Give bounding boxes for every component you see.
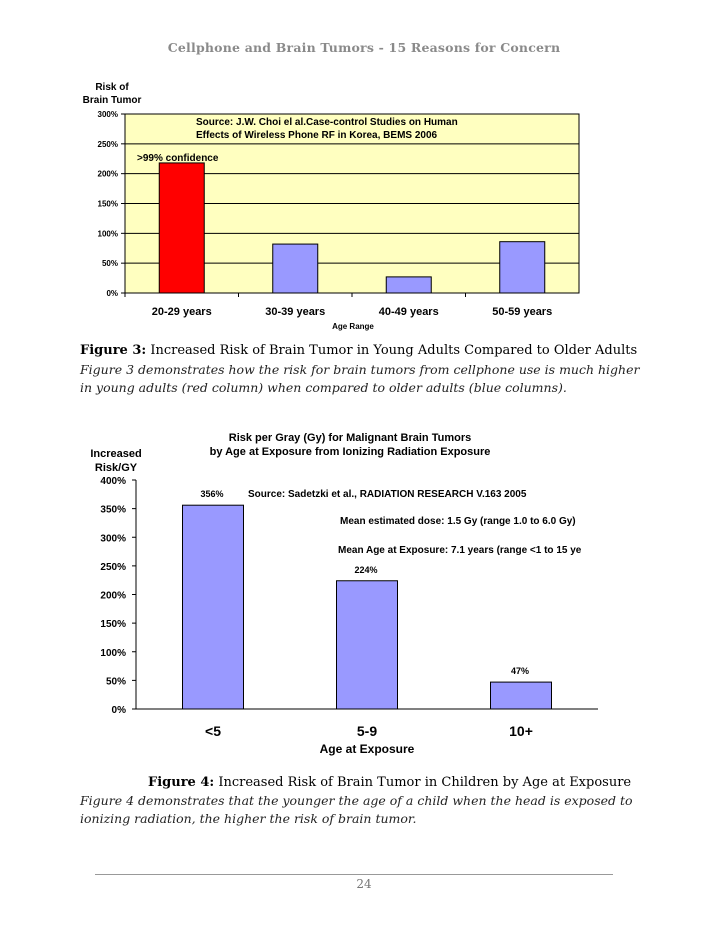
footer-rule [95, 874, 613, 875]
bar [159, 163, 204, 293]
source-annotation-line-2: Effects of Wireless Phone RF in Korea, BEMS 2006 [196, 130, 438, 141]
x-tick-label: <5 [205, 723, 221, 739]
y-tick-label: 250% [100, 561, 126, 573]
figure-3-caption-text: Increased Risk of Brain Tumor in Young Adults Compared to Older Adults [146, 343, 638, 358]
figure-3-caption-label: Figure 3: [80, 343, 147, 358]
y-tick-label: 50% [105, 676, 126, 688]
bar [337, 581, 398, 709]
y-axis-label-line-2: Brain Tumor [82, 95, 142, 106]
y-tick-label: 100% [100, 647, 126, 659]
dose-annotation: Mean estimated dose: 1.5 Gy (range 1.0 to 6.0 Gy) [340, 516, 576, 527]
x-axis-label: Age at Exposure [319, 742, 415, 756]
bar [491, 682, 552, 709]
figure-4-description: Figure 4 demonstrates that the younger the age of a child when the head is exposed to ionizing radiation, the higher the risk of brain tumor. [80, 793, 633, 826]
y-tick-label: 100% [97, 229, 118, 239]
y-axis-label-line-1: Risk of [95, 82, 129, 93]
y-tick-label: 350% [100, 504, 126, 516]
page-header: Cellphone and Brain Tumors - 15 Reasons for Concern [167, 40, 561, 55]
y-tick-label: 150% [100, 619, 126, 631]
y-axis-label-line-1: Increased [90, 448, 142, 460]
x-tick-label: 20-29 years [151, 306, 212, 318]
y-tick-label: 0% [106, 289, 118, 298]
y-tick-label: 200% [97, 169, 118, 179]
x-tick-labels [125, 293, 552, 318]
x-tick-label: 40-49 years [378, 306, 439, 318]
y-tick-label: 50% [101, 259, 118, 269]
x-tick-label: 10+ [509, 723, 533, 739]
y-tick-label: 400% [100, 476, 126, 487]
data-label: 224% [354, 564, 378, 575]
x-tick-label: 5-9 [356, 723, 378, 739]
y-tick-label: 250% [97, 139, 118, 149]
x-tick-label: 30-39 years [265, 306, 326, 318]
figure-3-description: Figure 3 demonstrates how the risk for brain tumors from cellphone use is much higher in young adults (red column) when compared to older adults (blue columns). [80, 362, 640, 395]
age-annotation: Mean Age at Exposure: 7.1 years (range <1 to 15 ye [338, 545, 582, 556]
source-annotation: Source: Sadetzki et al., RADIATION RESEARCH V.163 2005 [248, 489, 527, 500]
bar [183, 505, 244, 709]
figure-4-caption-label: Figure 4: [148, 775, 215, 790]
y-tick-label: 0% [111, 705, 126, 716]
figure-4-chart [0, 420, 728, 760]
y-tick-label: 300% [100, 533, 126, 545]
x-tick-labels [205, 723, 533, 739]
y-tick-labels [98, 110, 118, 298]
x-axis-label: Age Range [332, 322, 374, 331]
y-tick-label: 200% [100, 590, 126, 602]
x-tick-label: 50-59 years [492, 306, 553, 318]
bars [183, 505, 552, 709]
page-number: 24 [356, 877, 372, 891]
y-tick-label: 150% [97, 199, 118, 209]
y-tick-labels [100, 476, 136, 716]
source-annotation-line-1: Source: J.W. Choi el al.Case-control Studies on Human [196, 117, 458, 128]
figure-4-caption-text: Increased Risk of Brain Tumor in Children by Age at Exposure [214, 775, 632, 790]
figure-4-caption [148, 774, 631, 792]
data-label: 47% [510, 666, 530, 677]
data-label: 356% [200, 489, 224, 500]
bar [273, 244, 318, 293]
bar [386, 277, 431, 293]
chart-title-line-1: Risk per Gray (Gy) for Malignant Brain Tumors [228, 432, 472, 444]
y-axis-label-line-2: Risk/GY [94, 462, 138, 474]
figure-3-caption [80, 342, 637, 360]
confidence-annotation: >99% confidence [137, 153, 219, 164]
y-tick-label: 300% [97, 110, 118, 119]
bar [500, 242, 545, 293]
chart-title-line-2: by Age at Exposure from Ionizing Radiation Exposure [209, 446, 491, 458]
